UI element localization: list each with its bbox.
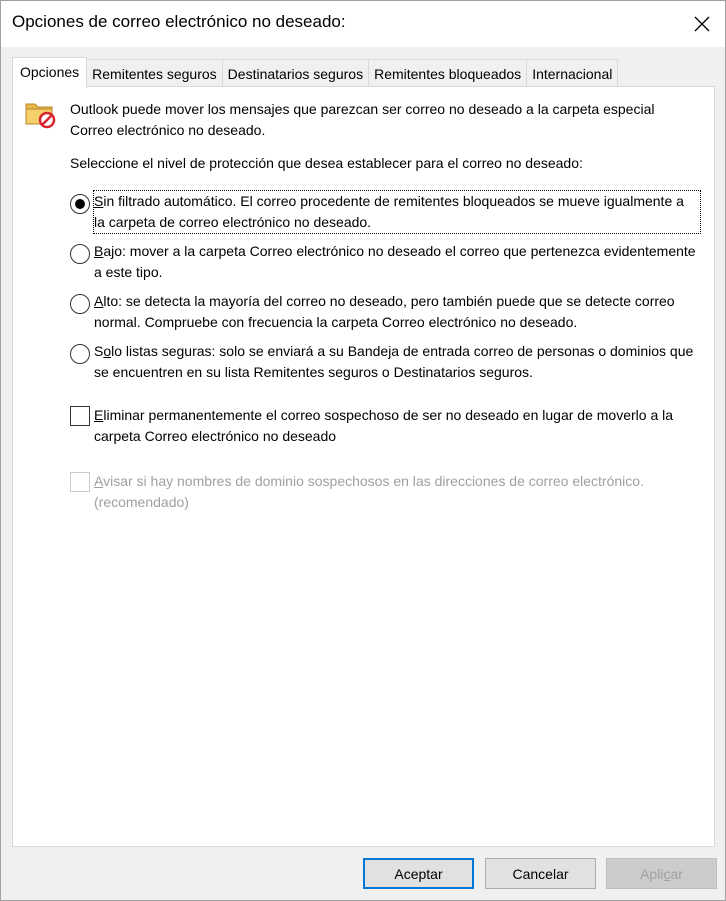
- protection-level-label: Seleccione el nivel de protección que desea establecer para el correo no deseado:: [70, 155, 583, 171]
- tab-remitentes-bloqueados[interactable]: Remitentes bloqueados: [369, 59, 527, 87]
- close-icon: [694, 16, 710, 32]
- title-bar: [1, 1, 725, 47]
- intro-text: Outlook puede mover los mensajes que parezcan ser correo no deseado a la carpeta especial Correo electrónico no deseado.: [70, 101, 655, 138]
- radio-high-label: Alto: se detecta la mayoría del correo no deseado, pero también puede que se detecte correo normal. Compruebe con frecuencia la carpeta Correo electrónico no deseado.: [94, 293, 675, 330]
- tab-destinatarios-seguros[interactable]: Destinatarios seguros: [223, 59, 369, 87]
- delete-junk-checkbox-row[interactable]: [70, 405, 700, 447]
- tab-remitentes-seguros[interactable]: Remitentes seguros: [87, 59, 223, 87]
- radio-button[interactable]: [70, 294, 90, 314]
- cancel-button[interactable]: Cancelar: [485, 858, 596, 889]
- tab-strip: [12, 57, 618, 87]
- warn-domains-label: Avisar si hay nombres de dominio sospechosos en las direcciones de correo electrónico. (recomendado): [94, 473, 644, 510]
- dialog-title: Opciones de correo electrónico no deseado:: [12, 12, 346, 31]
- radio-button[interactable]: [70, 344, 90, 364]
- apply-button: Apli c ar: [606, 858, 717, 889]
- junk-mail-folder-icon: [24, 98, 56, 130]
- tab-internacional[interactable]: Internacional: [527, 59, 618, 87]
- radio-no-filter-label: Sin filtrado automático. El correo procedente de remitentes bloqueados se mueve igualmente a la carpeta de correo electrónico no deseado.: [94, 191, 700, 233]
- warn-domains-checkbox: [70, 472, 90, 492]
- warn-domains-checkbox-row: [70, 471, 700, 513]
- ok-button[interactable]: Aceptar: [363, 858, 474, 889]
- radio-button[interactable]: [70, 244, 90, 264]
- radio-high[interactable]: [70, 291, 700, 333]
- close-button[interactable]: [679, 1, 725, 47]
- radio-safe-lists-label: Solo listas seguras: solo se enviará a su Bandeja de entrada correo de personas o dominios que se encuentren en su lista Remitentes seguros o Destinatarios seguros.: [94, 343, 694, 380]
- radio-low[interactable]: [70, 241, 700, 283]
- delete-junk-checkbox[interactable]: [70, 406, 90, 426]
- radio-safe-lists-only[interactable]: [70, 341, 700, 383]
- radio-no-filter[interactable]: [70, 191, 700, 233]
- radio-low-label: Bajo: mover a la carpeta Correo electrónico no deseado el correo que pertenezca evidentemente a este tipo.: [94, 243, 696, 280]
- options-panel: [12, 86, 715, 847]
- tab-opciones[interactable]: Opciones: [12, 57, 87, 88]
- radio-button[interactable]: [70, 194, 90, 214]
- delete-junk-label: Eliminar permanentemente el correo sospechoso de ser no deseado en lugar de moverlo a la carpeta Correo electrónico no deseado: [94, 407, 674, 444]
